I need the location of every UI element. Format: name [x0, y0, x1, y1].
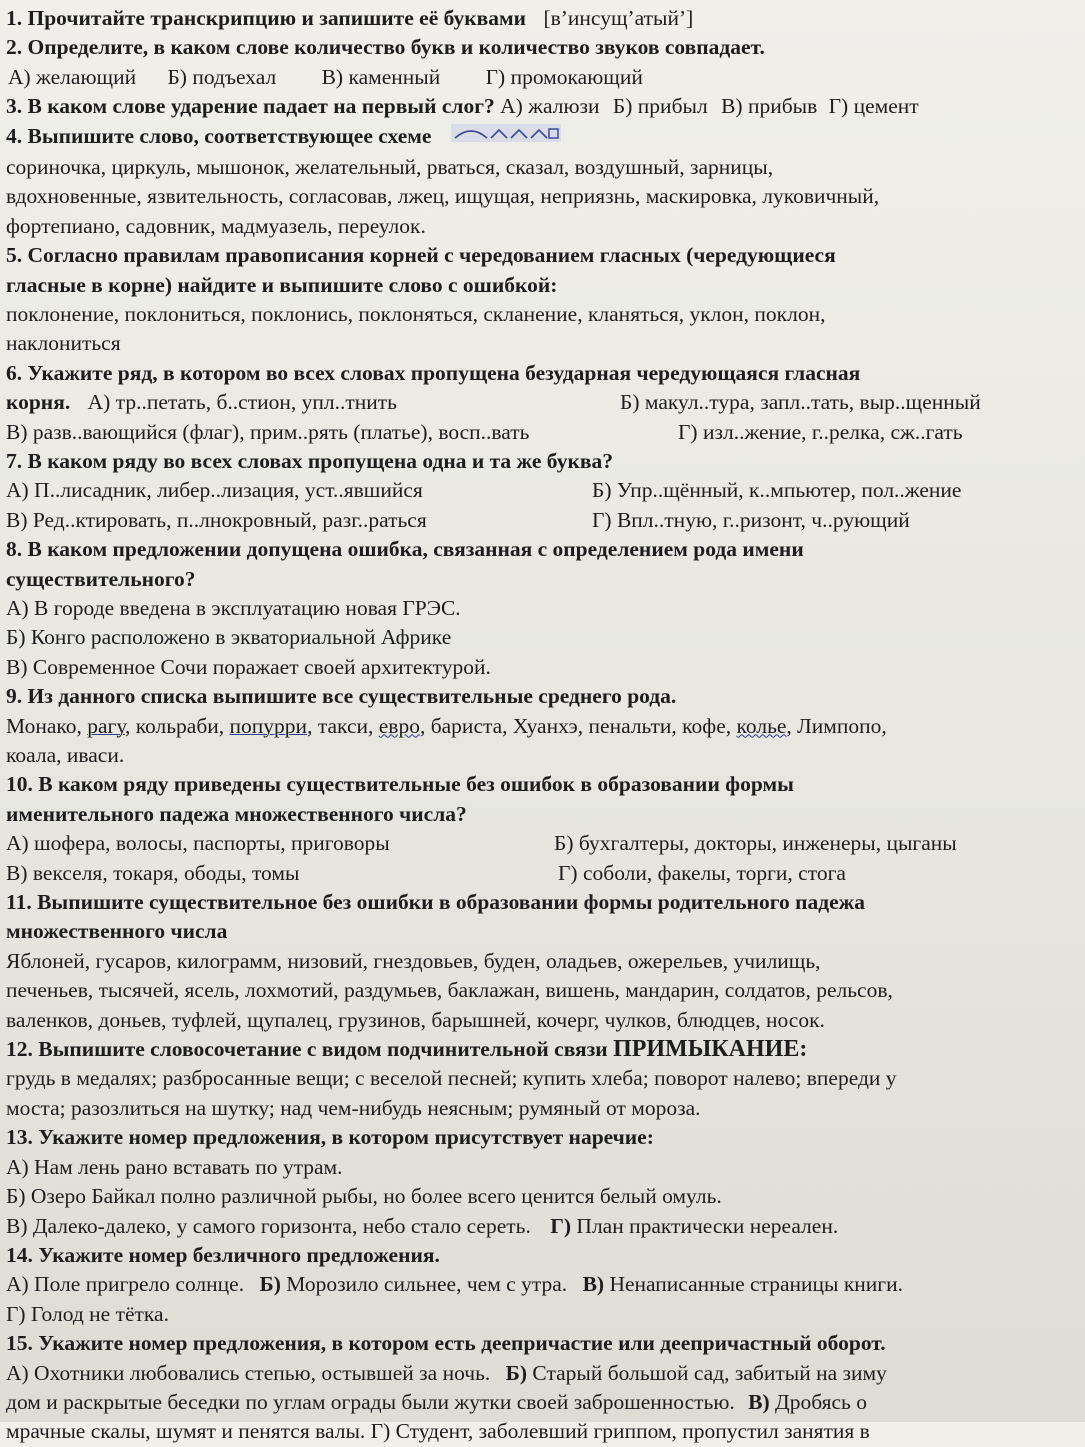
- word-popurri: попурри: [229, 713, 308, 738]
- question-12-title-text: 12. Выпишите словосочетание с видом подчинительной связи: [6, 1037, 614, 1062]
- question-7-title: 7. В каком ряду во всех словах пропущена одна и та же буква?: [6, 448, 613, 473]
- question-6-options-row-1: [6, 388, 1071, 417]
- option-a: А) Охотники любовались степью, остывшей за ночь.: [6, 1360, 491, 1385]
- option-a: А) П..лисадник, либер..лизация, уст..явшийся: [6, 478, 423, 503]
- question-15-text-line-1: [6, 1359, 1071, 1388]
- question-4-words-line-2: вдохновенные, язвительность, согласовав, лжец, ищущая, неприязнь, маскировка, луковичный,: [6, 184, 880, 209]
- option-b: Б) бухгалтеры, докторы, инженеры, цыганы: [554, 831, 957, 856]
- question-12-title-term: ПРИМЫКАНИЕ:: [613, 1036, 808, 1063]
- question-10-title-line-2: именительного падежа множественного числа?: [6, 801, 467, 826]
- option-b-label: Б): [259, 1272, 281, 1297]
- question-5-title-line-1: 5. Согласно правилам правописания корней с чередованием гласных (чередующиеся: [6, 243, 836, 268]
- option-d: Г) изл..жение, г..релка, сж..гать: [678, 419, 963, 444]
- question-14-options-row-1: [6, 1270, 1071, 1299]
- option-a: А) жалюзи: [500, 94, 600, 119]
- option-c: Дробясь о: [769, 1389, 867, 1414]
- question-1-transcription: [в’инсущ’атый’]: [543, 6, 694, 30]
- question-4: [6, 122, 1071, 153]
- word-list-part: , кольраби,: [124, 713, 230, 738]
- option-a: А) шофера, волосы, паспорты, приговоры: [6, 831, 390, 856]
- option-c: В) Далеко-далеко, у самого горизонта, небо стало сереть.: [6, 1213, 531, 1238]
- question-10-options-row-1: [6, 829, 1071, 858]
- question-9-title: 9. Из данного списка выпишите все существительные среднего рода.: [6, 684, 677, 709]
- question-5-words-line-2: наклониться: [6, 331, 121, 356]
- option-b: Б) прибыл: [612, 94, 708, 119]
- question-2-title: 2. Определите, в каком слове количество букв и количество звуков совпадает.: [6, 35, 765, 60]
- option-b: Б) макул..тура, запл..тать, выр..щенный: [620, 390, 981, 415]
- option-c: В) каменный: [321, 64, 441, 89]
- question-14-title: 14. Укажите номер безличного предложения.: [6, 1242, 440, 1267]
- option-d: Г) цемент: [828, 94, 919, 119]
- question-13-title: 13. Укажите номер предложения, в котором присутствует наречие:: [6, 1125, 654, 1150]
- question-3-title: 3. В каком слове ударение падает на первый слог?: [6, 94, 495, 119]
- word-kolie: колье: [736, 713, 787, 738]
- option-a: А) Нам лень рано вставать по утрам.: [6, 1154, 343, 1179]
- word-list-part: , Лимпопо,: [786, 713, 887, 738]
- question-3: [6, 92, 1071, 121]
- word-ragu: рагу: [87, 713, 125, 738]
- question-10-title-line-1: 10. В каком ряду приведены существительные без ошибок в образовании формы: [6, 772, 794, 797]
- question-11-words-line-2: печеньев, тысячей, ясель, лохмотий, раздумьев, баклажан, вишень, мандарин, солдатов, рельсов,: [6, 978, 893, 1003]
- question-15-title: 15. Укажите номер предложения, в котором есть деепричастие или деепричастный оборот.: [6, 1331, 886, 1356]
- question-11-title-line-1: 11. Выпишите существительное без ошибки в образовании формы родительного падежа: [6, 890, 866, 915]
- question-9-words-line-2: коала, иваси.: [6, 743, 125, 768]
- question-6-options-row-2: [6, 418, 1071, 447]
- option-c: В) векселя, токаря, ободы, томы: [6, 860, 300, 885]
- question-6-title: 6. Укажите ряд, в котором во всех словах пропущена безударная чередующаяся гласная: [6, 360, 861, 385]
- option-a: А) Поле пригрело солнце.: [6, 1272, 245, 1297]
- question-13-options-row-3: [6, 1212, 1071, 1241]
- option-c: В) прибыв: [721, 94, 818, 119]
- question-8-title-line-2: существительного?: [6, 566, 196, 591]
- question-8-title-line-1: 8. В каком предложении допущена ошибка, связанная с определением рода имени: [6, 537, 804, 562]
- question-11-words-line-3: валенков, доньев, туфлей, щупалец, грузинов, барышней, кочерг, чулков, блюдцев, носок.: [6, 1007, 825, 1032]
- option-b: Б) Конго расположено в экваториальной Африке: [6, 625, 452, 650]
- question-5-title-line-2: гласные в корне) найдите и выпишите слово с ошибкой:: [6, 272, 558, 297]
- option-b-label: Б): [505, 1360, 528, 1385]
- question-10-options-row-2: [6, 859, 1071, 888]
- option-b: Б) подъехал: [167, 64, 277, 89]
- option-c-label: В): [582, 1272, 605, 1297]
- question-4-words-line-3: фортепиано, садовник, мадмуазель, переулок.: [6, 213, 426, 238]
- option-c-label: В): [748, 1389, 770, 1414]
- option-d: План практически нереален.: [571, 1213, 839, 1238]
- question-12-phrases-line-1: грудь в медалях; разбросанные вещи; с веселой песней; купить хлеба; поворот налево; впереди у: [6, 1066, 897, 1091]
- question-9-words-line-1: [6, 712, 1071, 741]
- question-12-phrases-line-2: моста; разозлиться на шутку; над чем-нибудь неясным; румяный от мороза.: [6, 1095, 701, 1120]
- question-15-text-line-2: [6, 1388, 1071, 1417]
- option-c: В) Современное Сочи поражает своей архитектурой.: [6, 654, 491, 679]
- question-15-text-line-3: мрачные скалы, шумят и пенятся валы. Г) Студент, заболевший гриппом, пропустил занятия в: [6, 1419, 870, 1444]
- option-c: В) разв..вающийся (флаг), прим..рять (платье), восп..вать: [6, 419, 530, 444]
- option-a: А) В городе введена в эксплуатацию новая ГРЭС.: [6, 595, 461, 620]
- option-b: Старый большой сад, забитый на зиму: [527, 1360, 887, 1385]
- option-b: Б) Упр..щённый, к..мпьютер, пол..жение: [592, 478, 962, 503]
- question-7-options-row-1: [6, 476, 1071, 505]
- word-list-part: , бариста, Хуанхэ, пенальти, кофе,: [419, 713, 737, 738]
- question-1: [6, 4, 1071, 33]
- option-d-label: Г): [550, 1213, 572, 1238]
- word-evro: евро: [378, 713, 420, 738]
- option-a: А) желающий: [8, 64, 137, 89]
- question-11-title-line-2: множественного числа: [6, 919, 228, 944]
- option-d: Г) соболи, факелы, торги, стога: [558, 860, 846, 885]
- question-1-title: 1. Прочитайте транскрипцию и запишите её буквами: [6, 6, 527, 30]
- option-b-continued: дом и раскрытые беседки по углам ограды были жутки своей заброшенностью.: [6, 1389, 735, 1414]
- option-d: Г) промокающий: [485, 64, 643, 89]
- question-4-title: 4. Выпишите слово, соответствующее схеме: [6, 123, 432, 148]
- option-b: Б) Озеро Байкал полно различной рыбы, но более всего ценится белый омуль.: [6, 1184, 722, 1209]
- question-2-options: [6, 63, 1071, 92]
- question-5-words-line-1: поклонение, поклониться, поклонись, поклоняться, скланение, кланяться, уклон, поклон,: [6, 301, 826, 326]
- option-a: А) тр..петать, б..стион, упл..тнить: [87, 390, 397, 415]
- question-11-words-line-1: Яблоней, гусаров, килограмм, низовий, гнездовьев, буден, оладьев, ожерельев, училищь,: [6, 948, 821, 973]
- option-c: В) Ред..ктировать, п..лнокровный, разг..раться: [6, 507, 427, 532]
- option-d: Г) Впл..тную, г..ризонт, ч..рующий: [592, 507, 910, 532]
- question-6-title-tail: корня.: [6, 390, 71, 415]
- question-12-title: [6, 1035, 1071, 1064]
- question-7-options-row-2: [6, 506, 1071, 535]
- option-b: Морозило сильнее, чем с утра.: [280, 1272, 568, 1297]
- option-d: Г) Голод не тётка.: [6, 1301, 169, 1326]
- word-list-part: , такси,: [307, 713, 379, 738]
- morpheme-schema-icon: [451, 122, 561, 152]
- option-c: Ненаписанные страницы книги.: [604, 1272, 903, 1297]
- word-list-part: Монако,: [6, 713, 88, 738]
- question-4-words-line-1: сориночка, циркуль, мышонок, желательный, рваться, сказал, воздушный, зарницы,: [6, 154, 774, 179]
